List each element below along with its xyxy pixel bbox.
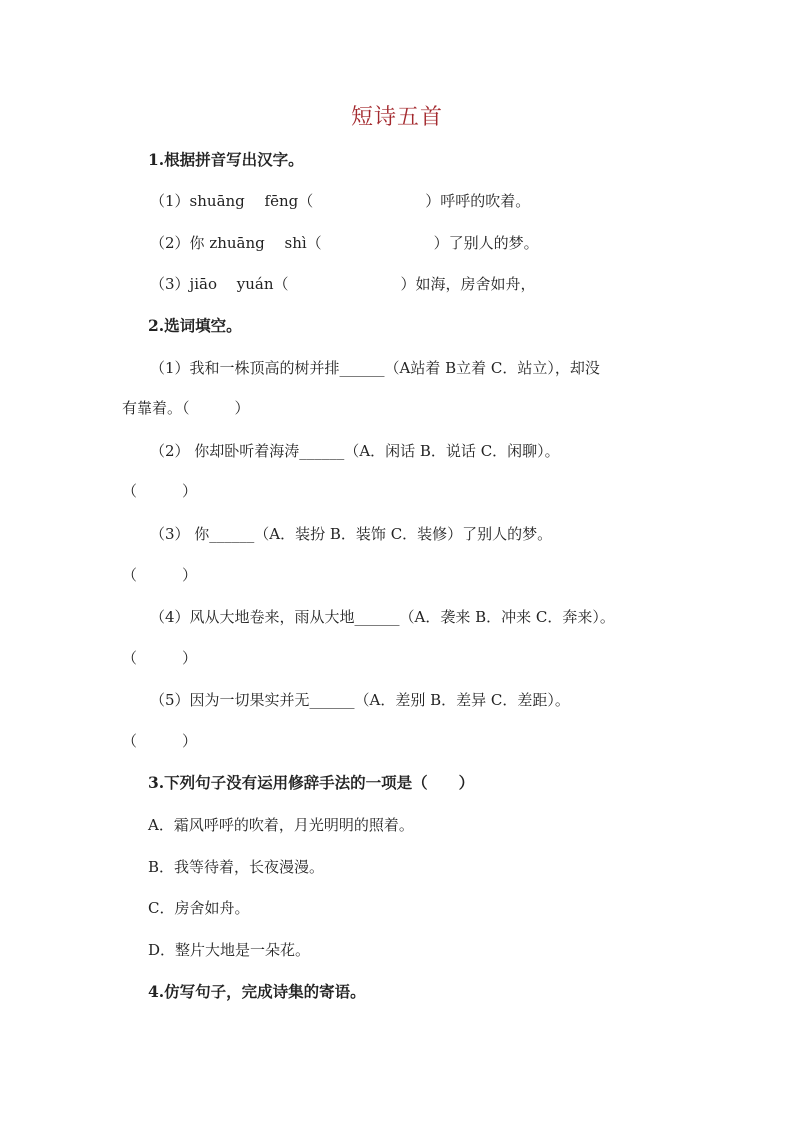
q2-item-5-line1: （5）因为一切果实并无______（A．差别 B．差异 C．差距）。 [150, 691, 570, 709]
sentence-rest: ）如海，房舍如舟， [400, 275, 536, 293]
q3-option-b: B．我等待着，长夜漫漫。 [148, 858, 325, 876]
q2-heading: 2.选词填空。 [148, 316, 242, 335]
q4-heading: 4.仿写句子，完成诗集的寄语。 [148, 982, 366, 1001]
q1-heading: 1.根据拼音写出汉字。 [148, 150, 304, 169]
q1-item-2 [150, 233, 539, 253]
pinyin-text: 你 zhuāng shì（ [189, 234, 322, 252]
item-number: （2） [150, 234, 190, 252]
q2-item-1-line2[interactable]: 有靠着。（ ） [122, 399, 250, 417]
q2-item-4-line2[interactable]: （ ） [122, 649, 198, 667]
q1-item-3 [150, 274, 536, 294]
pinyin-text: jiāo yuán（ [189, 275, 289, 293]
q2-item-3-line1: （3） 你______（A．装扮 B．装饰 C．装修）了别人的梦。 [150, 525, 553, 543]
page-title: 短诗五首 [350, 105, 443, 130]
q2-item-4-line1: （4）风从大地卷来，雨从大地______（A．袭来 B．冲来 C．奔来）。 [150, 608, 615, 626]
q3-option-a: A．霜风呼呼的吹着，月光明明的照着。 [148, 816, 414, 834]
q3-heading: 3.下列句子没有运用修辞手法的一项是（ ） [148, 773, 475, 792]
q2-item-2-line2[interactable]: （ ） [122, 482, 198, 500]
q2-item-1-line1: （1）我和一株顶高的树并排______（A站着 B立着 C．站立），却没 [150, 359, 600, 377]
q3-option-d: D．整片大地是一朵花。 [148, 941, 311, 959]
sentence-rest: ）呼呼的吹着。 [425, 192, 531, 210]
pinyin-text: shuāng fēng（ [189, 192, 314, 210]
item-number: （3） [150, 275, 190, 293]
q2-item-3-line2[interactable]: （ ） [122, 566, 198, 584]
sentence-rest: ）了别人的梦。 [433, 234, 539, 252]
q3-option-c: C．房舍如舟。 [148, 899, 250, 917]
q2-item-2-line1: （2） 你却卧听着海涛______（A．闲话 B．说话 C．闲聊）。 [150, 442, 560, 460]
item-number: （1） [150, 192, 190, 210]
q2-item-5-line2[interactable]: （ ） [122, 732, 198, 750]
q1-item-1 [150, 191, 530, 211]
